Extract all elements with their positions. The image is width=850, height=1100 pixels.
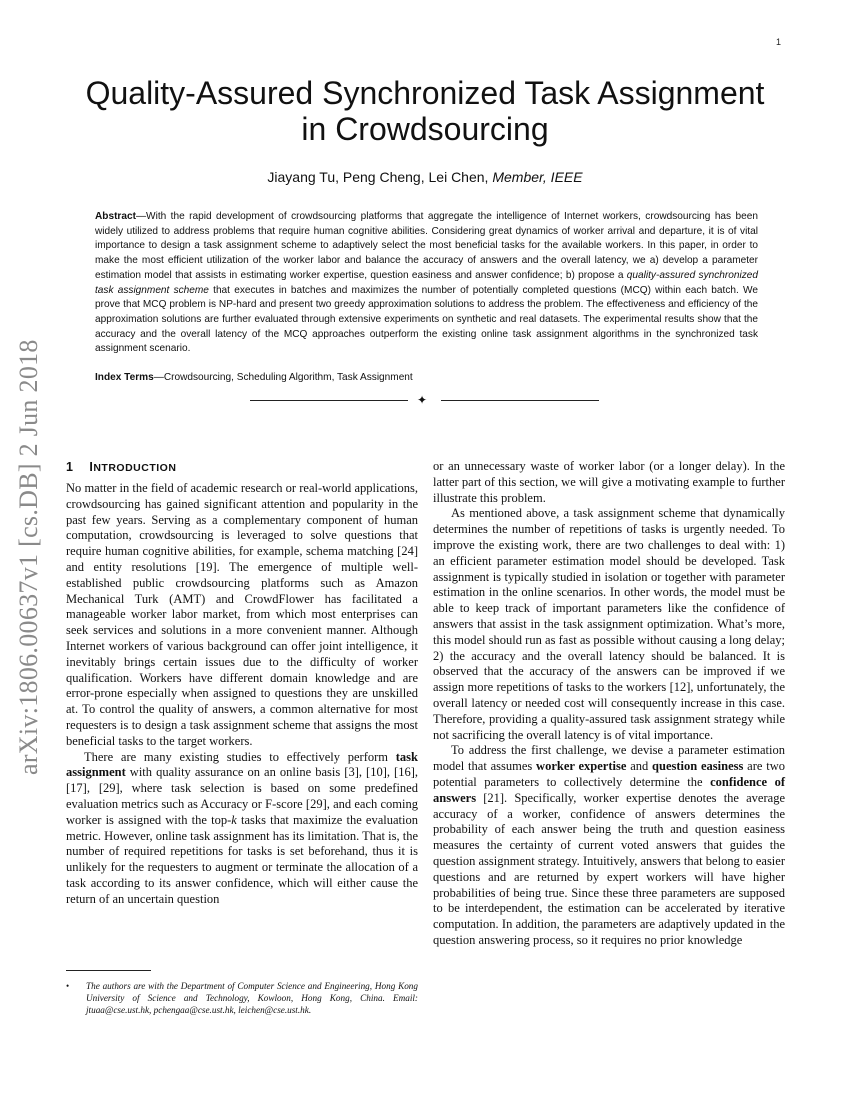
footnote-rule xyxy=(66,970,151,971)
right-p2-text-d: [21]. Specifically, worker expertise denotes the average accuracy of a worker, confidence of answers determines the probability of each answer being the truth and question easiness measures the certainty of current voted answers that guides the question assignment strategy. Intuitively, answers that belong to easier questions and are returned by expert workers will have higher probabilities of being true. Since these three parameters are supposed to be interdependent, the estimation can be accelerated by iterative computation. In addition, the parameters are adaptively updated in the question answering process, so it requires no prior knowledge xyxy=(433,790,785,947)
right-column xyxy=(433,459,785,949)
footnote-bullet: • xyxy=(66,981,70,991)
index-terms-label: Index Terms xyxy=(95,372,154,383)
author-membership: Member, IEEE xyxy=(492,169,583,185)
abstract-label: Abstract xyxy=(95,211,136,222)
abstract-text-2: that executes in batches and maximizes the number of potentially completed questions (MCQ) within each batch. We prove that MCQ problem is NP-hard and present two greedy approximation solutions to address the problem. The effectiveness and efficiency of the approximation solutions are further evaluated through extensive experiments on synthetic and real datasets. The experimental results show that the accuracy and the overall latency of the MCQ approaches outperform the existing online task assignment algorithms in the synchronized task assignment scenario. xyxy=(95,284,758,355)
author-list xyxy=(60,169,790,185)
page-number: 1 xyxy=(775,37,781,47)
section-title-initial: I xyxy=(89,460,94,474)
right-p2-bold-2: question easiness xyxy=(652,759,744,774)
index-terms-text: —Crowdsourcing, Scheduling Algorithm, Task Assignment xyxy=(153,372,413,383)
section-heading-introduction xyxy=(66,460,176,474)
intro-p2-text-b: with quality assurance on an online basis [3], [10], [16], [17], [29], where task selection is based on some predefined evaluation metrics such as Accuracy or F-score [29], and each coming worker is assigned with the top- xyxy=(66,765,418,827)
right-p2-text-a: To address the first challenge, we devise a parameter estimation model that assumes xyxy=(433,743,785,774)
author-footnote xyxy=(66,980,418,1016)
paper-title xyxy=(60,75,790,147)
abstract xyxy=(95,210,758,357)
right-paragraph-2 xyxy=(433,743,785,948)
index-terms xyxy=(95,371,758,385)
arxiv-stamp: arXiv:1806.00637v1 [cs.DB] 2 Jun 2018 xyxy=(14,339,43,775)
divider-ornament: ✦ xyxy=(417,393,428,407)
right-p2-bold-3: confidence of answers xyxy=(433,774,785,805)
right-p2-text-b: and xyxy=(626,759,653,774)
right-p2-bold-1: worker expertise xyxy=(536,759,627,774)
abstract-text-1: —With the rapid development of crowdsourcing platforms that aggregate the intelligence of Internet workers, crowdsourcing has been widely utilized to address problems that require human cognitive abilities. Considering great dynamics of worker arrival and departure, it is of vital importance to design a task assignment scheme to adaptively select the most beneficial tasks for the available workers. In this paper, in order to make the most efficient utilization of the worker labor and balance the accuracy of answers and the overall latency, we a) develop a parameter estimation model that assists in estimating worker expertise, question easiness and answer confidence; b) propose a xyxy=(95,211,758,281)
divider-rule-left xyxy=(250,400,408,401)
section-number: 1 xyxy=(66,460,74,474)
footnote-text: The authors are with the Department of Computer Science and Engineering, Hong Kong University of Science and Technology, Kowloon, Hong Kong, China. Email: jtuaa@cse.ust.hk, pchengaa@cse.ust.hk, leichen@cse.ust.hk. xyxy=(86,981,418,1015)
right-p2-text-c: are two potential parameters to collectively determine the xyxy=(433,759,785,789)
author-names: Jiayang Tu, Peng Cheng, Lei Chen, xyxy=(267,169,493,185)
title-line-1: Quality-Assured Synchronized Task Assignment xyxy=(85,75,765,111)
section-title-rest: NTRODUCTION xyxy=(93,462,177,474)
intro-p2-text-c: tasks that maximize the evaluation metric. However, online task assignment has its limitation. That is, the number of required repetitions for tasks is set beforehand, thus it is unlikely for the requesters to augment or terminate the allocation of a task according to its answer confidence, which will either cause the return of an uncertain question xyxy=(66,812,418,906)
right-paragraph-1: As mentioned above, a task assignment scheme that dynamically determines the number of repetitions of tasks is urgently needed. To improve the existing work, there are two challenges to deal with: 1) an efficient parameter estimation model should be developed. Task assignment is typically studied in isolation or together with parameter estimation in the online scenarios. In other words, the model must be able to keep track of important parameters like the confidence of answers that assist in the task assignment optimization. What’s more, this model should run as fast as possible without causing a long delay; 2) the accuracy and the overall latency should be balanced. It is observed that the accuracy of the answers can be improved if we assign more repetitions of tasks to the workers [12], unfortunately, the overall latency or needed cost will consequently increase in this case. Therefore, providing a quality-assured task assignment strategy while not sacrificing the overall latency is of vital importance. xyxy=(433,506,785,742)
right-paragraph-0: or an unnecessary waste of worker labor (or a longer delay). In the latter part of this section, we will give a motivating example to further illustrate this problem. xyxy=(433,459,785,505)
title-line-2: in Crowdsourcing xyxy=(301,111,549,147)
intro-p2-bold: task assignment xyxy=(66,749,418,780)
intro-paragraph-2 xyxy=(66,750,418,908)
divider-rule-right xyxy=(441,400,599,401)
intro-p2-text-a: There are many existing studies to effectively perform xyxy=(84,749,396,764)
abstract-emphasis: quality-assured synchronized task assignment scheme xyxy=(95,269,758,296)
intro-paragraph-1: No matter in the field of academic research or real-world applications, crowdsourcing has gained significant attention and popularity in the past few years. Serving as a complementary component of human computation, crowdsourcing is leveraged to solve questions that require human cognitive abilities, for example, schema matching [24] and entity resolutions [19]. The emergence of multiple well-established public crowdsourcing platforms such as Amazon Mechanical Turk (AMT) and CrowdFlower has facilitated a manageable worker labor market, from which most enterprises can seek services and solutions in a more convenient manner. Although Internet workers of various background can offer joint intelligence, it inevitably brings certain issues due to the difficulty of worker qualification. Workers have different domain knowledge and are error-prone especially when assigned to questions they are unskilled at. To control the quality of answers, a common alternative for most requesters is to design a task assignment scheme that assigns the most beneficial tasks to the target workers. xyxy=(66,481,418,748)
intro-p2-k: k xyxy=(231,812,237,827)
left-column xyxy=(66,481,418,908)
